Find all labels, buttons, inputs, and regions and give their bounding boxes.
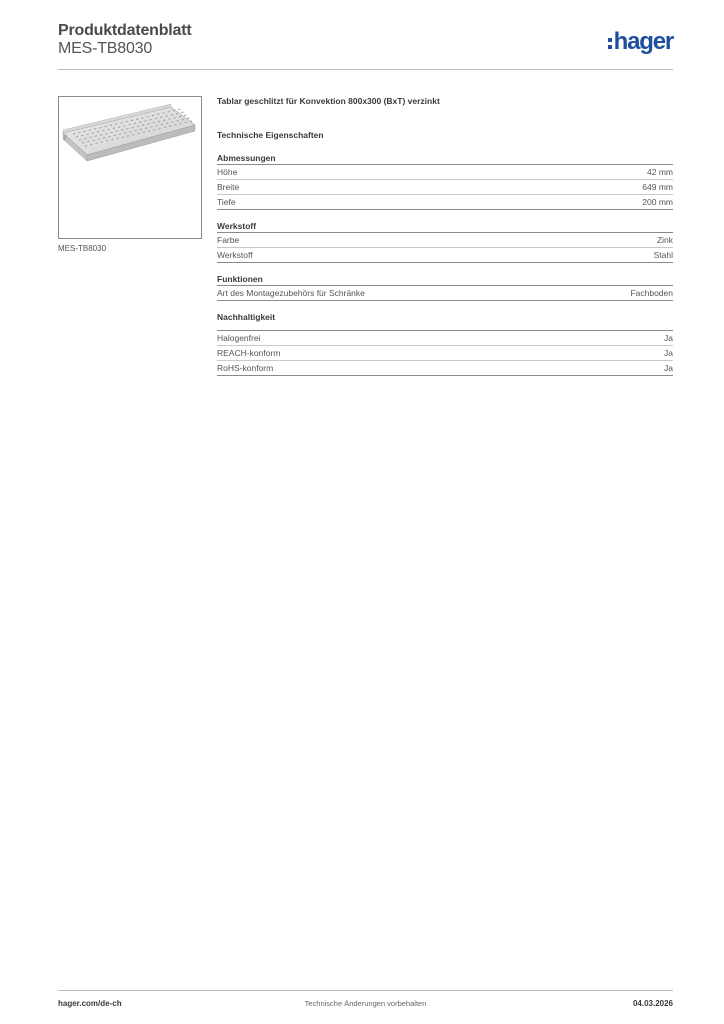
table-row [217,165,673,180]
footer-disclaimer: Technische Änderungen vorbehalten [304,999,427,1008]
image-caption: MES-TB8030 [58,244,107,253]
page-header [58,22,673,70]
row-label: Farbe [217,235,240,245]
table-row [217,180,673,195]
group-werkstoff [217,220,673,263]
logo-dots-icon [608,38,612,49]
product-image [58,96,202,239]
row-value: 42 mm [647,167,673,177]
row-label: Halogenfrei [217,333,261,343]
table-row [217,361,673,376]
footer-date: 04.03.2026 [632,999,673,1008]
table-row [217,286,673,301]
table-row [217,331,673,346]
document-title: Produktdatenblatt [58,22,192,39]
row-value: Fachboden [630,288,673,298]
footer-website: hager.com/de-ch [58,999,122,1008]
row-value: Ja [664,348,673,358]
group-nachhaltigkeit [217,311,673,376]
shelf-image-icon [59,97,201,238]
row-label: RoHS-konform [217,363,274,373]
row-value: Ja [664,363,673,373]
group-title: Nachhaltigkeit [217,312,276,322]
row-label: Höhe [217,167,238,177]
product-description: Tablar geschlitzt für Konvektion 800x300 (BxT) verzinkt [217,96,440,106]
section-heading: Technische Eigenschaften [217,130,324,140]
row-label: Tiefe [217,197,236,207]
group-funktionen [217,273,673,301]
page-footer [58,990,673,1010]
row-label: Art des Montagezubehörs für Schränke [217,288,365,298]
product-number: MES-TB8030 [58,40,153,57]
row-label: Breite [217,182,240,192]
row-label: REACH-konform [217,348,281,358]
logo-text: hager [613,28,673,55]
row-value: 200 mm [642,197,673,207]
product-details [217,96,673,376]
row-value: Stahl [653,250,673,260]
row-value: Zink [656,235,673,245]
group-abmessungen [217,152,673,210]
row-value: 649 mm [642,182,673,192]
group-title: Funktionen [217,273,673,286]
group-title: Werkstoff [217,220,673,233]
table-row [217,248,673,263]
row-label: Werkstoff [217,250,253,260]
group-title: Abmessungen [217,152,673,165]
hager-logo [608,29,673,55]
table-row [217,233,673,248]
row-value: Ja [664,333,673,343]
table-row [217,195,673,210]
table-row [217,346,673,361]
